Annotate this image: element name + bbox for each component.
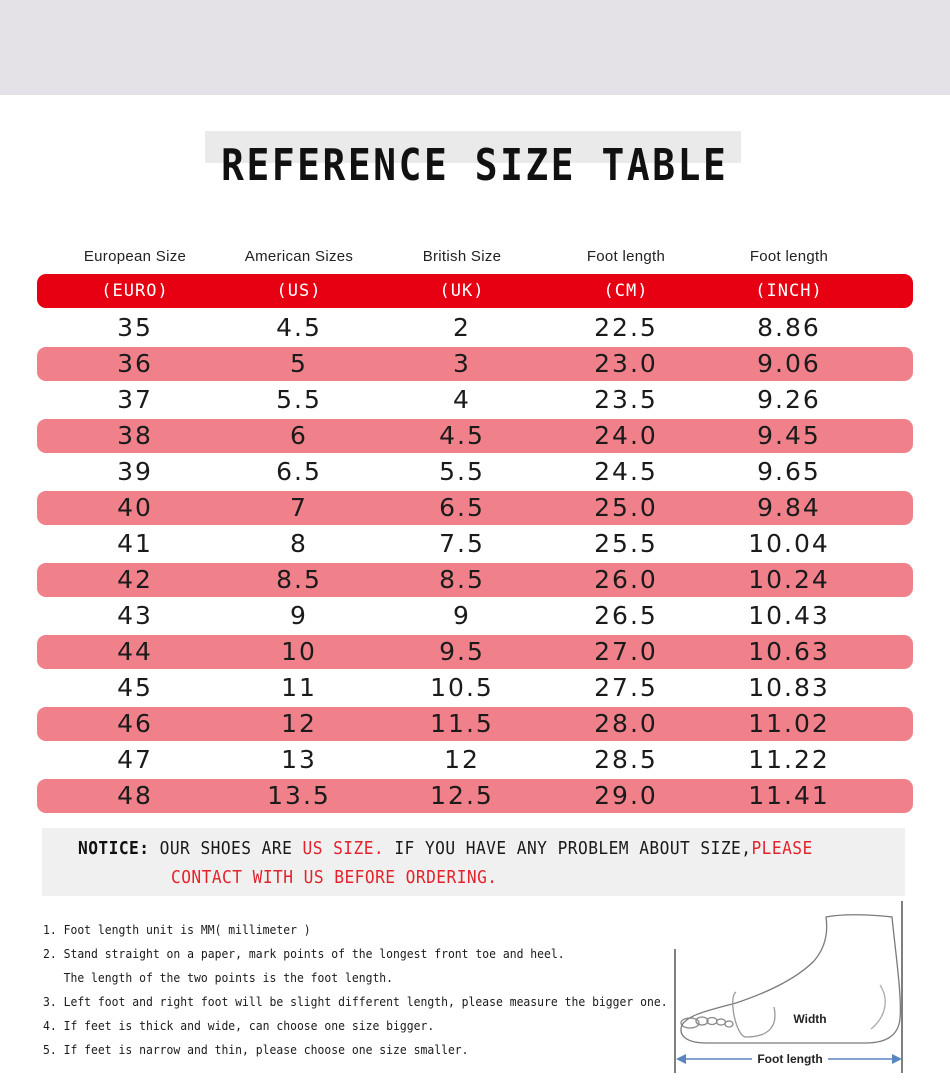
table-cell-4: 27.0 (594, 637, 658, 666)
table-row (37, 707, 913, 741)
table-cell-5: 11.41 (748, 781, 830, 810)
table-cell-2: 7 (290, 493, 308, 522)
table-cell-3: 8.5 (439, 565, 485, 594)
table-cell-2: 5 (290, 349, 308, 378)
table-cell-3: 9 (453, 601, 471, 630)
unit-label-2: (US) (276, 281, 322, 301)
foot-length-label: Foot length (757, 1052, 823, 1066)
table-cell-2: 13 (281, 745, 317, 774)
table-cell-1: 47 (117, 745, 153, 774)
table-row (37, 527, 913, 561)
table-cell-2: 9 (290, 601, 308, 630)
table-cell-2: 8.5 (276, 565, 322, 594)
table-cell-4: 26.5 (594, 601, 658, 630)
table-cell-3: 5.5 (439, 457, 485, 486)
table-cell-3: 12.5 (430, 781, 494, 810)
table-cell-2: 13.5 (267, 781, 331, 810)
notice-box (42, 828, 905, 896)
table-cell-1: 42 (117, 565, 153, 594)
table-cell-5: 9.65 (757, 457, 821, 486)
table-cell-1: 43 (117, 601, 153, 630)
unit-label-5: (INCH) (755, 281, 823, 301)
table-cell-4: 29.0 (594, 781, 658, 810)
table-cell-5: 10.24 (748, 565, 830, 594)
table-cell-4: 24.0 (594, 421, 658, 450)
table-cell-4: 23.5 (594, 385, 658, 414)
table-cell-3: 4.5 (439, 421, 485, 450)
table-cell-2: 12 (281, 709, 317, 738)
table-cell-3: 7.5 (439, 529, 485, 558)
table-row (37, 419, 913, 453)
foot-measurement-diagram (666, 897, 914, 1075)
notice-highlight-us-size: US SIZE. (302, 838, 385, 859)
table-cell-4: 27.5 (594, 673, 658, 702)
unit-label-3: (UK) (439, 281, 485, 301)
top-band (0, 0, 950, 95)
table-row (37, 635, 913, 669)
column-header-2: American Sizes (244, 248, 354, 265)
unit-label-4: (CM) (603, 281, 649, 301)
note-3: 3. Left foot and right foot will be slight different length, please measure the bigger one. (43, 995, 668, 1009)
column-header-1: European Size (83, 248, 187, 265)
table-cell-4: 24.5 (594, 457, 658, 486)
table-cell-5: 10.63 (748, 637, 830, 666)
table-cell-4: 25.5 (594, 529, 658, 558)
table-cell-1: 40 (117, 493, 153, 522)
table-cell-1: 48 (117, 781, 153, 810)
note-2-continued: The length of the two points is the foot length. (43, 971, 394, 985)
table-row (37, 491, 913, 525)
table-cell-5: 9.84 (757, 493, 821, 522)
column-header-5: Foot length (749, 248, 829, 265)
table-cell-3: 2 (453, 313, 471, 342)
column-header-4: Foot length (586, 248, 666, 265)
table-row (37, 311, 913, 345)
table-cell-1: 38 (117, 421, 153, 450)
table-cell-4: 25.0 (594, 493, 658, 522)
table-cell-1: 46 (117, 709, 153, 738)
table-cell-3: 10.5 (430, 673, 494, 702)
table-cell-5: 9.26 (757, 385, 821, 414)
table-cell-3: 9.5 (439, 637, 485, 666)
notice-highlight-please: PLEASE (751, 838, 813, 859)
table-cell-2: 5.5 (276, 385, 322, 414)
table-cell-4: 28.5 (594, 745, 658, 774)
table-cell-2: 11 (281, 673, 317, 702)
column-header-3: British Size (422, 248, 502, 265)
table-cell-2: 4.5 (276, 313, 322, 342)
table-cell-3: 6.5 (439, 493, 485, 522)
table-cell-3: 4 (453, 385, 471, 414)
table-cell-2: 10 (281, 637, 317, 666)
foot-illustration-icon (675, 901, 902, 1073)
notice-label: NOTICE: (78, 838, 150, 859)
table-cell-5: 10.04 (748, 529, 830, 558)
unit-header-bar (37, 274, 913, 308)
table-cell-5: 8.86 (757, 313, 821, 342)
notice-line-2 (171, 867, 498, 889)
table-cell-4: 23.0 (594, 349, 658, 378)
table-row (37, 671, 913, 705)
table-row (37, 779, 913, 813)
table-cell-1: 39 (117, 457, 153, 486)
table-cell-1: 36 (117, 349, 153, 378)
notice-contact-text: CONTACT WITH US BEFORE ORDERING. (171, 867, 498, 888)
table-cell-1: 45 (117, 673, 153, 702)
table-row (37, 743, 913, 777)
notice-text-1: OUR SHOES ARE (159, 838, 293, 859)
width-label: Width (793, 1012, 827, 1026)
table-cell-5: 9.06 (757, 349, 821, 378)
table-cell-5: 10.43 (748, 601, 830, 630)
note-5: 5. If feet is narrow and thin, please choose one size smaller. (43, 1043, 469, 1057)
table-cell-4: 28.0 (594, 709, 658, 738)
table-cell-5: 11.22 (748, 745, 830, 774)
table-cell-3: 11.5 (430, 709, 494, 738)
table-cell-1: 44 (117, 637, 153, 666)
table-cell-2: 6.5 (276, 457, 322, 486)
table-cell-2: 8 (290, 529, 308, 558)
table-cell-3: 3 (453, 349, 471, 378)
notice-text-2: IF YOU HAVE ANY PROBLEM ABOUT SIZE, (394, 838, 752, 859)
table-cell-4: 22.5 (594, 313, 658, 342)
column-headers (37, 243, 913, 271)
title-area (0, 128, 950, 198)
table-row (37, 563, 913, 597)
note-4: 4. If feet is thick and wide, can choose one size bigger. (43, 1019, 435, 1033)
table-row (37, 455, 913, 489)
table-cell-2: 6 (290, 421, 308, 450)
table-row (37, 347, 913, 381)
page-title: REFERENCE SIZE TABLE (221, 140, 729, 191)
table-row (37, 599, 913, 633)
table-cell-4: 26.0 (594, 565, 658, 594)
table-cell-3: 12 (444, 745, 480, 774)
unit-label-1: (EURO) (101, 281, 169, 301)
table-row (37, 383, 913, 417)
table-cell-5: 10.83 (748, 673, 830, 702)
notice-line-1 (78, 838, 813, 860)
table-cell-5: 9.45 (757, 421, 821, 450)
table-cell-5: 11.02 (748, 709, 830, 738)
note-1: 1. Foot length unit is MM( millimeter ) (43, 923, 311, 937)
table-cell-1: 37 (117, 385, 153, 414)
table-cell-1: 35 (117, 313, 153, 342)
table-cell-1: 41 (117, 529, 153, 558)
note-2: 2. Stand straight on a paper, mark points of the longest front toe and heel. (43, 947, 565, 961)
